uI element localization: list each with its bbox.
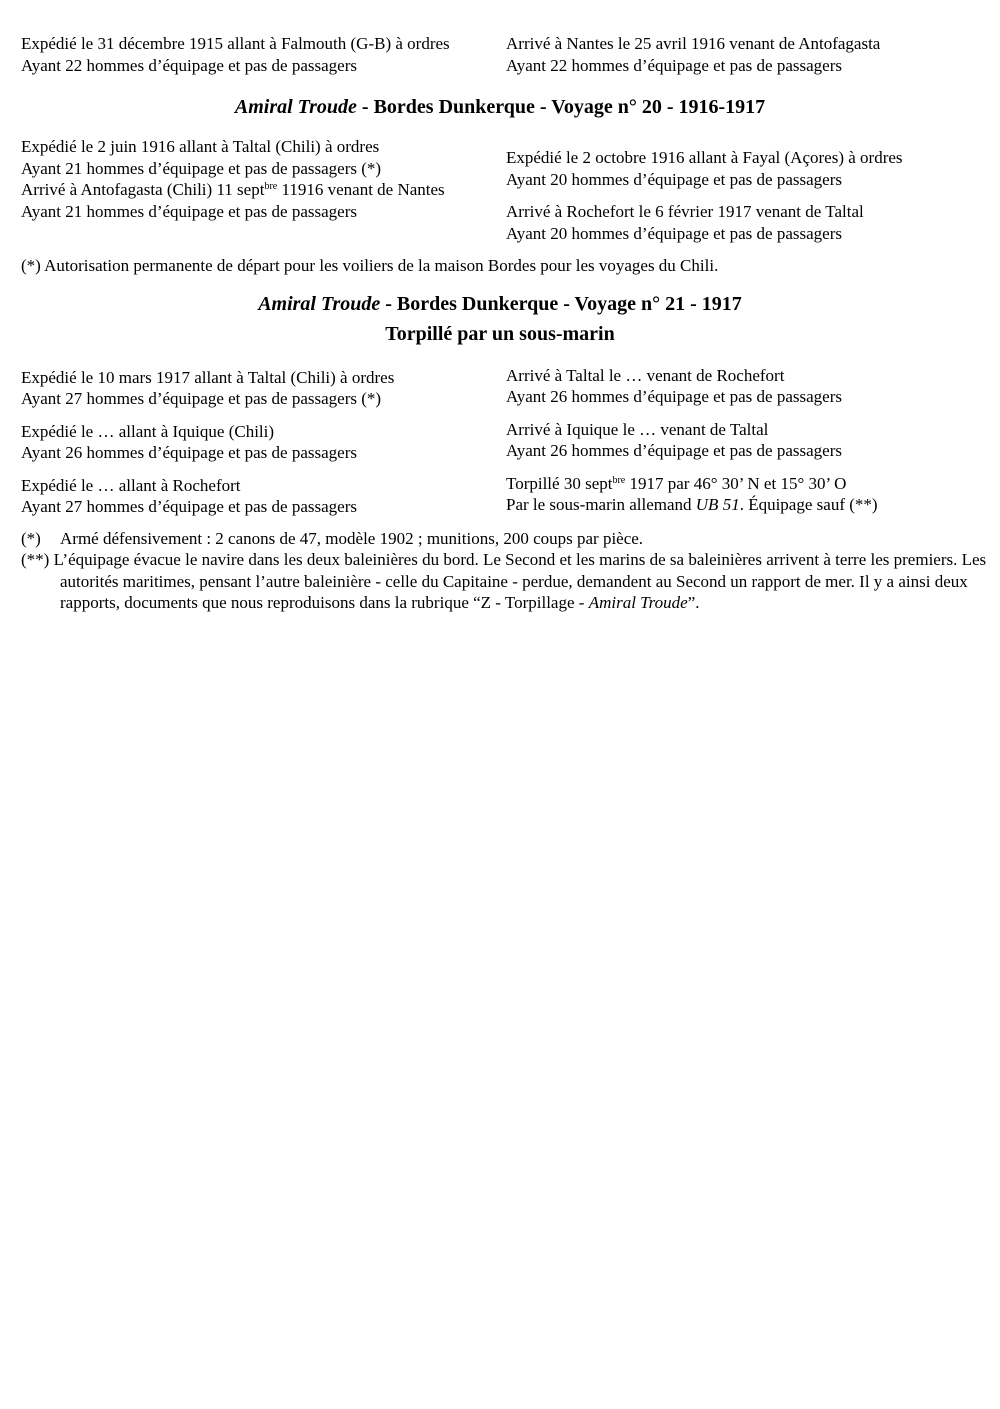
departure-line: Expédié le 2 octobre 1916 allant à Fayal (Açores) à ordres xyxy=(506,148,903,167)
crew-line: Ayant 22 hommes d’équipage et pas de passagers xyxy=(506,55,842,75)
arrival-line: Arrivé à Nantes le 25 avril 1916 venant de Antofagasta xyxy=(506,34,881,53)
footnote-text: Armé défensivement : 2 canons de 47, modèle 1902 ; munitions, 200 coups par pièce. xyxy=(60,528,644,548)
footnote-text: L’équipage évacue le navire dans les deux baleinières du bord. Le Second et les marins de sa baleinières arrivent à terre les premiers. Les autorités maritimes, pensant l’autre baleinière - celle du Capitaine - perdue, demandent au Second un rapport de mer. Il y a ainsi deux rapports, documents que nous reproduisons dans la rubrique “Z - Torpillage - xyxy=(53,550,987,612)
torpedo-line: Torpillé 30 sept$^{bre}$ 1917 par 46° 30’ N et 15° 30’ O xyxy=(506,473,847,493)
arrival-group xyxy=(506,365,979,408)
arrival-line: Arrivé à Rochefort le 6 février 1917 venant de Taltal xyxy=(506,202,864,221)
voyage-20-title xyxy=(21,92,979,122)
departure-group xyxy=(506,147,979,190)
ship-name: Amiral Troude xyxy=(258,292,381,315)
departure-line: Expédié le … allant à Rochefort xyxy=(21,475,241,495)
arrival-line: Arrivé à Antofagasta (Chili) 11 sept$^{bre}$ 11916 venant de Nantes xyxy=(21,180,445,199)
crew-line: Ayant 26 hommes d’équipage et pas de passagers xyxy=(506,441,842,460)
crew-line: Ayant 22 hommes d’équipage et pas de passagers xyxy=(21,55,357,75)
torpedo-group xyxy=(506,473,979,516)
title-rest: - Bordes Dunkerque - Voyage n° 20 - 1916-1917 xyxy=(356,96,766,118)
voyage-21-block xyxy=(21,365,979,518)
right-column xyxy=(506,365,979,518)
crew-line: Ayant 21 hommes d’équipage et pas de passagers (*) xyxy=(21,158,382,178)
footnotes xyxy=(21,528,987,614)
title-rest: - Bordes Dunkerque - Voyage n° 21 - 1917 xyxy=(380,292,742,315)
crew-line: Ayant 20 hommes d’équipage et pas de passagers xyxy=(506,223,842,243)
departure-column xyxy=(21,365,506,518)
departure-line: Expédié le 31 décembre 1915 allant à Falmouth (G-B) à ordres xyxy=(21,34,450,53)
footnote-1 xyxy=(21,528,979,550)
crew-line: Ayant 26 hommes d’équipage et pas de passagers xyxy=(506,387,842,406)
voyage-19-block xyxy=(21,33,979,76)
departure-column xyxy=(21,33,506,76)
crew-line: Ayant 21 hommes d’équipage et pas de passagers xyxy=(21,201,357,221)
arrival-line: Arrivé à Iquique le … venant de Taltal xyxy=(506,419,769,439)
footnote: (*) Autorisation permanente de départ pour les voiliers de la maison Bordes pour les voyages du Chili. xyxy=(21,256,719,275)
footnote-mark: (*) xyxy=(21,528,41,548)
voyage-20-block xyxy=(21,136,979,244)
departure-group xyxy=(21,475,506,518)
departure-line: Expédié le 10 mars 1917 allant à Taltal (Chili) à ordres xyxy=(21,367,395,387)
crew-line: Ayant 20 hommes d’équipage et pas de passagers xyxy=(506,169,842,189)
departure-line: Expédié le … allant à Iquique (Chili) xyxy=(21,421,275,441)
departure-group xyxy=(21,421,506,464)
departure-line: Expédié le 2 juin 1916 allant à Taltal (Chili) à ordres xyxy=(21,137,380,156)
departure-column xyxy=(21,136,506,244)
arrival-line: Arrivé à Taltal le … venant de Rochefort xyxy=(506,365,785,385)
voyage-21-subtitle: Torpillé par un sous-marin xyxy=(385,322,615,345)
footnote-ship-name: Amiral Troude xyxy=(588,593,688,612)
crew-line: Ayant 26 hommes d’équipage et pas de passagers xyxy=(21,443,357,462)
right-column xyxy=(506,136,979,244)
arrival-column xyxy=(506,33,979,76)
submarine-line: Par le sous-marin allemand UB 51. Équipage sauf (**) xyxy=(506,495,878,514)
crew-line: Ayant 27 hommes d’équipage et pas de passagers xyxy=(21,497,357,516)
voyage-21-title xyxy=(21,289,979,319)
arrival-group xyxy=(506,201,979,244)
ship-name: Amiral Troude xyxy=(234,96,357,118)
footnote-2: (**) L’équipage évacue le navire dans les deux baleinières du bord. Le Second et les marins de sa baleinières arrivent à terre les premiers. Les autorités maritimes, pensant l’autre baleinière - celle du Capitaine - perdue, demandent au Second un rapport de mer. Il y a ainsi deux rapports, documents que nous reproduisons dans la rubrique “Z - Torpillage - Amiral Troude”. xyxy=(21,550,987,612)
departure-group xyxy=(21,367,506,410)
arrival-group xyxy=(506,419,979,462)
crew-line: Ayant 27 hommes d’équipage et pas de passagers (*) xyxy=(21,389,382,408)
footnote-mark: (**) xyxy=(21,550,50,569)
document-page xyxy=(21,33,987,614)
